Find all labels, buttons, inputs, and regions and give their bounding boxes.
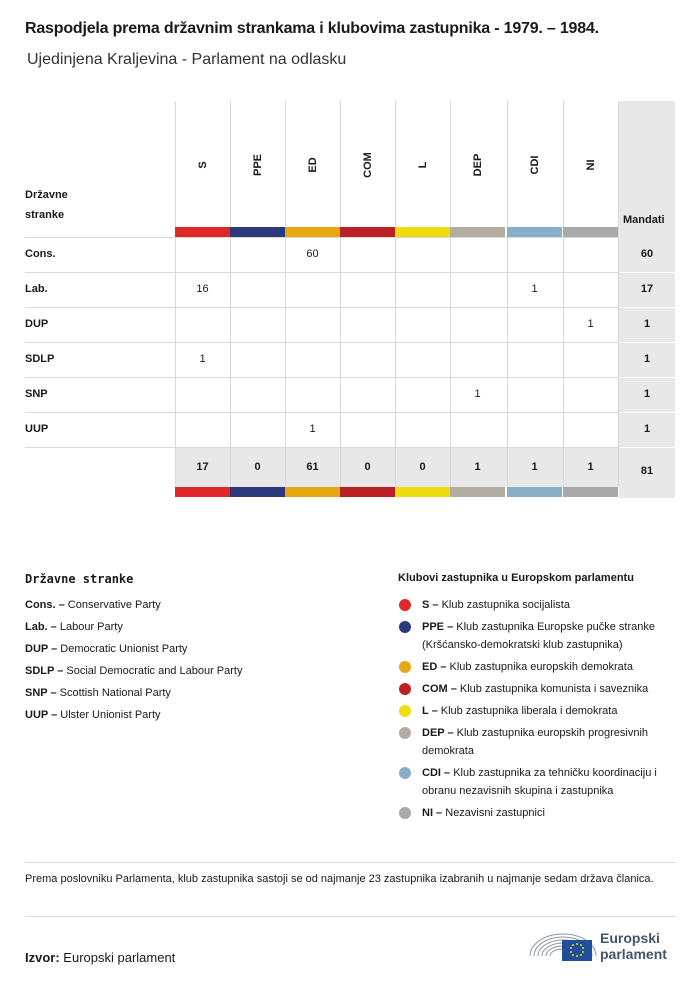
table-cell: 1 (309, 423, 316, 435)
group-color-bar (230, 227, 285, 237)
legend-party-name: Social Democratic and Labour Party (66, 665, 243, 677)
divider (25, 862, 675, 863)
row-header-line1: Državne (25, 189, 68, 201)
row-party-label: SDLP (25, 353, 55, 365)
row-total: 1 (643, 353, 651, 365)
table-cell: 16 (196, 283, 209, 295)
legend-group-abbr: PPE – (422, 621, 454, 633)
legend-groups-title: Klubovi zastupnika u Europskom parlamentu (398, 572, 634, 584)
legend-color-dot (399, 705, 411, 717)
legend-group-item (422, 764, 680, 800)
column-header-com (340, 101, 395, 227)
source-label: Izvor: (25, 950, 60, 965)
legend-party-name: Ulster Unionist Party (60, 709, 161, 721)
source-value: Europski parlament (63, 950, 176, 965)
group-color-bar (340, 487, 395, 497)
table-cell: 60 (306, 248, 319, 260)
footnote: Prema poslovniku Parlamenta, klub zastupnika sastoji se od najmanje 23 zastupnika izabranih u najmanje sedam država članica. (25, 873, 654, 885)
page-title: Raspodjela prema državnim strankama i klubovima zastupnika - 1979. – 1984. (25, 20, 599, 37)
legend-party-abbr: Lab. – (25, 621, 57, 633)
column-header-label: CDI (528, 155, 541, 175)
column-header-label: COM (361, 152, 374, 178)
column-header-label: PPE (251, 153, 264, 177)
group-total: 0 (419, 461, 426, 473)
legend-party-abbr: SNP – (25, 687, 57, 699)
legend-party-item (25, 596, 161, 614)
group-total: 61 (306, 461, 319, 473)
legend-group-abbr: CDI – (422, 767, 451, 779)
row-divider (619, 272, 675, 273)
legend-color-dot (399, 621, 411, 633)
legend-group-item (422, 618, 680, 654)
legend-group-abbr: L – (422, 705, 438, 717)
group-color-bar (395, 227, 450, 237)
legend-group-item (422, 702, 680, 720)
group-total: 1 (474, 461, 481, 473)
table-cell: 1 (531, 283, 538, 295)
legend-party-item (25, 640, 187, 658)
legend-party-item (25, 618, 123, 636)
row-divider (619, 307, 675, 308)
row-divider (619, 342, 675, 343)
legend-party-item (25, 662, 242, 680)
legend-group-item (422, 804, 680, 822)
group-total: 1 (587, 461, 594, 473)
legend-group-name: Klub zastupnika liberala i demokrata (440, 705, 618, 717)
column-header-ni (563, 101, 618, 227)
group-color-bar (450, 487, 505, 497)
row-divider (25, 377, 619, 378)
row-divider (619, 377, 675, 378)
column-header-cdi (507, 101, 562, 227)
legend-group-abbr: S – (422, 599, 439, 611)
column-header-ppe (230, 101, 285, 227)
row-party-label: UUP (25, 423, 49, 435)
grand-total: 81 (640, 465, 654, 477)
logo-line1: Europski (600, 930, 660, 946)
group-color-bar (285, 487, 340, 497)
legend-party-abbr: UUP – (25, 709, 58, 721)
row-divider (25, 307, 619, 308)
legend-group-abbr: COM – (422, 683, 457, 695)
group-color-bar (340, 227, 395, 237)
column-header-label: L (416, 161, 429, 169)
column-header-label: DEP (471, 153, 484, 177)
row-total: 1 (643, 423, 651, 435)
row-divider (25, 237, 619, 238)
column-header-dep (450, 101, 505, 227)
legend-color-dot (399, 599, 411, 611)
row-divider (25, 447, 619, 448)
legend-party-abbr: DUP – (25, 643, 58, 655)
legend-group-item (422, 658, 680, 676)
table-cell: 1 (474, 388, 481, 400)
legend-party-name: Scottish National Party (59, 687, 171, 699)
group-color-bar (507, 487, 562, 497)
row-party-label: Lab. (25, 283, 48, 295)
group-color-bar (563, 227, 618, 237)
legend-group-name: Klub zastupnika europskih demokrata (449, 661, 633, 673)
legend-color-dot (399, 807, 411, 819)
row-party-label: DUP (25, 318, 49, 330)
legend-group-abbr: DEP – (422, 727, 454, 739)
legend-party-abbr: SDLP – (25, 665, 64, 677)
legend-group-item (422, 596, 680, 614)
table-cell: 1 (587, 318, 594, 330)
row-divider (619, 412, 675, 413)
group-color-bar (175, 487, 230, 497)
legend-party-name: Labour Party (59, 621, 123, 633)
legend-parties-title: Državne stranke (25, 572, 134, 586)
legend-group-name: Klub zastupnika za tehničku koordinaciju i obranu nezavisnih skupina i zastupnika (422, 767, 657, 797)
group-total: 1 (531, 461, 538, 473)
row-total: 1 (643, 318, 651, 330)
group-total: 0 (254, 461, 261, 473)
legend-color-dot (399, 683, 411, 695)
legend-party-item (25, 706, 161, 724)
group-color-bar (507, 227, 562, 237)
logo-line2: parlament (600, 946, 667, 962)
legend-group-name: Nezavisni zastupnici (445, 807, 545, 819)
legend-group-abbr: ED – (422, 661, 447, 673)
divider (25, 916, 675, 917)
row-total: 60 (640, 248, 654, 260)
legend-party-abbr: Cons. – (25, 599, 65, 611)
group-total: 17 (196, 461, 209, 473)
group-color-bar (285, 227, 340, 237)
row-divider (25, 412, 619, 413)
legend-party-name: Conservative Party (67, 599, 161, 611)
column-header-ed (285, 101, 340, 227)
legend-group-item (422, 724, 680, 760)
row-divider (25, 272, 619, 273)
legend-party-name: Democratic Unionist Party (60, 643, 188, 655)
mandati-header: Mandati (623, 214, 665, 226)
legend-color-dot (399, 767, 411, 779)
row-header (25, 185, 68, 225)
column-header-label: NI (584, 159, 597, 171)
row-divider (619, 447, 675, 448)
row-header-line2: stranke (25, 209, 65, 221)
legend-color-dot (399, 661, 411, 673)
logo-text (600, 930, 667, 962)
table-cell: 1 (199, 353, 206, 365)
seat-distribution-table (25, 101, 675, 498)
column-header-label: ED (306, 157, 319, 173)
row-divider (25, 342, 619, 343)
column-header-s (175, 101, 230, 227)
legend-color-dot (399, 727, 411, 739)
legend-group-name: Klub zastupnika komunista i saveznika (459, 683, 649, 695)
row-total: 17 (640, 283, 654, 295)
mandati-column (619, 101, 675, 498)
legend-group-name: Klub zastupnika Europske pučke stranke (Kršćansko-demokratski klub zastupnika) (422, 621, 655, 651)
page-subtitle: Ujedinjena Kraljevina - Parlament na odlasku (27, 51, 347, 68)
legend-party-item (25, 684, 171, 702)
legend-group-abbr: NI – (422, 807, 443, 819)
group-color-bar (563, 487, 618, 497)
row-party-label: Cons. (25, 248, 56, 260)
source (25, 950, 175, 965)
legend-group-name: Klub zastupnika europskih progresivnih demokrata (422, 727, 649, 757)
column-header-label: S (196, 161, 209, 169)
column-header-l (395, 101, 450, 227)
legend-group-name: Klub zastupnika socijalista (441, 599, 570, 611)
group-color-bar (230, 487, 285, 497)
group-color-bar (450, 227, 505, 237)
legend-group-item (422, 680, 680, 698)
row-party-label: SNP (25, 388, 48, 400)
group-color-bar (395, 487, 450, 497)
group-total: 0 (364, 461, 371, 473)
row-total: 1 (643, 388, 651, 400)
group-color-bar (175, 227, 230, 237)
